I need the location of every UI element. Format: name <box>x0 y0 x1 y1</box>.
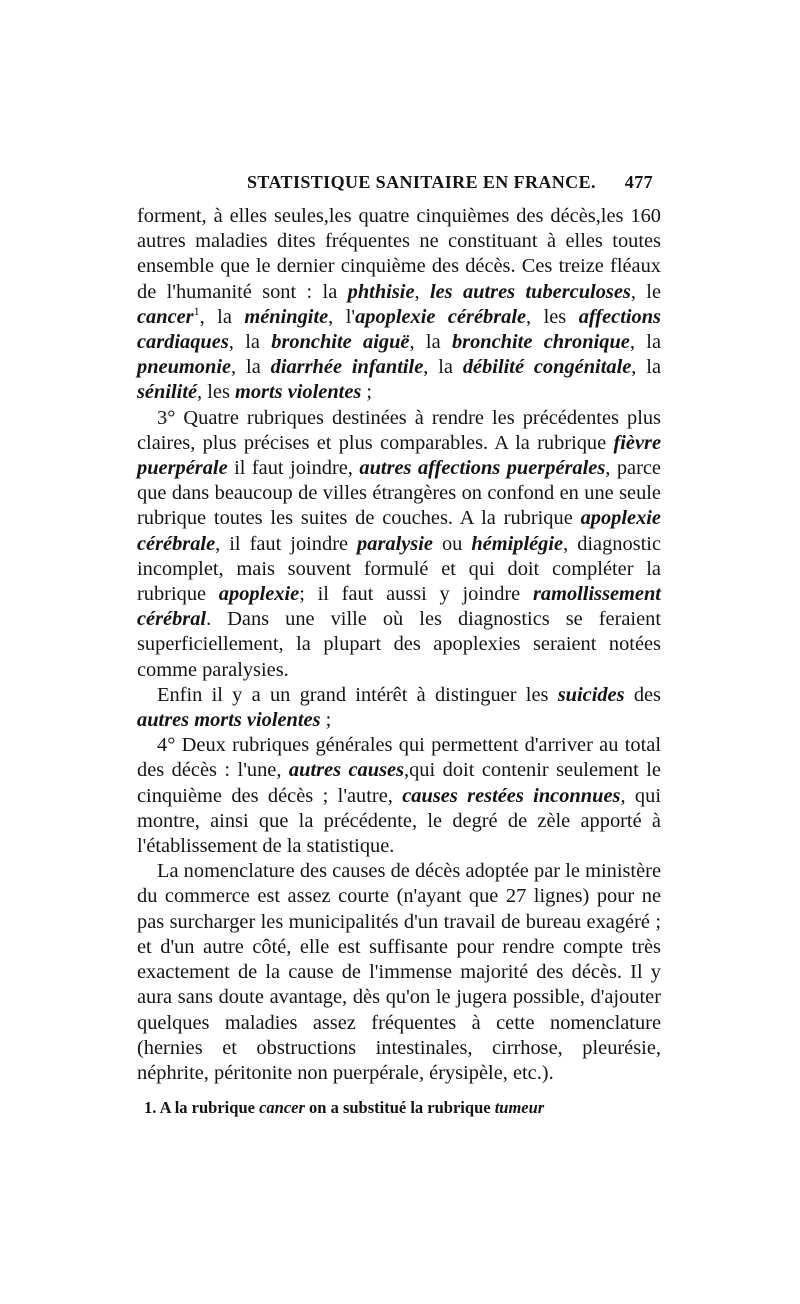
italic-term: pneumonie <box>137 356 232 379</box>
italic-term: causes restées inconnues <box>402 784 621 807</box>
page-header <box>137 172 653 198</box>
italic-term: hémiplégie <box>471 532 564 555</box>
text-run: ; <box>361 381 373 404</box>
text-run: , <box>414 280 430 303</box>
italic-term: autres affections puerpérales <box>359 457 606 480</box>
text-run: , parce que dans beaucoup de villes étrangères on confond en une seule rubrique toutes les suites de couches. A la rubrique <box>137 457 661 530</box>
text-run: , la <box>409 331 452 354</box>
body-text <box>137 204 661 1086</box>
text-run: , les <box>197 381 235 404</box>
italic-term: autres morts violentes <box>137 709 321 732</box>
italic-term: autres causes <box>288 759 405 782</box>
text-run: , la <box>631 356 661 379</box>
text-run: ou <box>432 532 472 555</box>
italic-term: paralysie <box>357 532 433 555</box>
italic-term: cancer <box>259 1098 305 1117</box>
italic-term: apoplexie cérébrale <box>355 305 527 328</box>
italic-term: affections cardiaques <box>137 305 661 354</box>
footnote-marker: 1 <box>193 303 200 318</box>
paragraph <box>137 204 661 406</box>
italic-term: fièvre puerpérale <box>137 431 661 480</box>
italic-term: ramollissement cérébral <box>137 583 661 631</box>
text-run: des <box>624 683 661 706</box>
paragraph <box>137 683 661 733</box>
text-run: Enfin il y a un grand intérêt à distinguer les <box>157 683 558 706</box>
text-run: 4° Deux rubriques générales qui permettent d'arriver au total des décès : l'une, <box>137 734 661 782</box>
italic-term: bronchite chronique <box>451 331 630 354</box>
running-title: STATISTIQUE SANITAIRE EN FRANCE. <box>247 172 596 192</box>
text-run: , il faut joindre <box>215 532 358 555</box>
paragraph <box>137 733 661 859</box>
italic-term: bronchite aiguë <box>271 331 410 354</box>
italic-term: diarrhée infantile <box>270 356 424 379</box>
text-run: 3° Quatre rubriques destinées à rendre les précédentes plus claires, plus précises et plus comparables. A la rubrique <box>137 406 661 454</box>
text-run: . Dans une ville où les diagnostics se feraient superficiellement, la plupart des apoplexies seraient notées comme paralysies. <box>137 608 661 681</box>
text-run: , l' <box>328 305 356 328</box>
text-run: on a substitué la rubrique <box>304 1098 495 1117</box>
italic-term: suicides <box>557 683 625 706</box>
text-run: , le <box>630 280 662 303</box>
text-run: forment, à elles seules,les quatre cinquièmes des décès,les 160 autres maladies dites fréquentes ne constituant à elles toutes ensemble que le dernier cinquième des décès. Ces treize fléaux de l'humanité sont : la <box>137 205 661 303</box>
page-number: 477 <box>624 172 653 192</box>
italic-term: cancer <box>137 305 194 328</box>
text-run: 1. A la rubrique <box>144 1098 260 1117</box>
text-run: ,qui doit contenir seulement le cinquième des décès ; l'autre, <box>137 759 661 807</box>
italic-term: morts violentes <box>235 381 362 404</box>
text-run: ; <box>320 709 332 732</box>
text-run: , les <box>526 305 579 328</box>
italic-term: apoplexie <box>218 583 300 606</box>
text-run: , la <box>231 356 271 379</box>
italic-term: apoplexie cérébrale <box>137 507 661 555</box>
paragraph <box>137 406 661 683</box>
text-run: , diagnostic incomplet, mais souvent formulé et qui doit compléter la rubrique <box>137 532 662 606</box>
italic-term: tumeur <box>494 1098 545 1117</box>
italic-term: phthisie <box>347 280 415 303</box>
text-run: La nomenclature des causes de décès adoptée par le ministère du commerce est assez courte (n'ayant que 27 lignes) pour ne pas surcharger les municipalités d'un travail de bureau exagéré ; et d'un autre côté, elle est suffisante pour rendre compte très exactement de la cause de l'immense majorité des décès. Il y aura sans doute avantage, dès qu'on le jugera possible, d'ajouter quelques maladies assez fréquentes à cette nomenclature (hernies et obstructions intestinales, cirrhose, pleurésie, néphrite, péritonite non puerpérale, érysipèle, etc.). <box>137 860 661 1084</box>
text-run: , la <box>228 331 272 354</box>
text-run: ; il faut aussi y joindre <box>299 583 533 606</box>
italic-term: méningite <box>244 305 329 328</box>
text-run: , la <box>199 305 245 328</box>
text-run: il faut joindre, <box>227 457 360 480</box>
footnote <box>144 1098 664 1118</box>
paragraph <box>137 859 661 1086</box>
text-run: , la <box>629 331 661 354</box>
text-run: , la <box>423 356 463 379</box>
italic-term: débilité congénitale <box>462 356 632 379</box>
italic-term: sénilité <box>137 381 198 404</box>
text-run: , qui montre, ainsi que la précédente, le degré de zèle apporté à l'établissement de la statistique. <box>137 784 661 858</box>
italic-term: les autres tuberculoses <box>429 280 631 303</box>
